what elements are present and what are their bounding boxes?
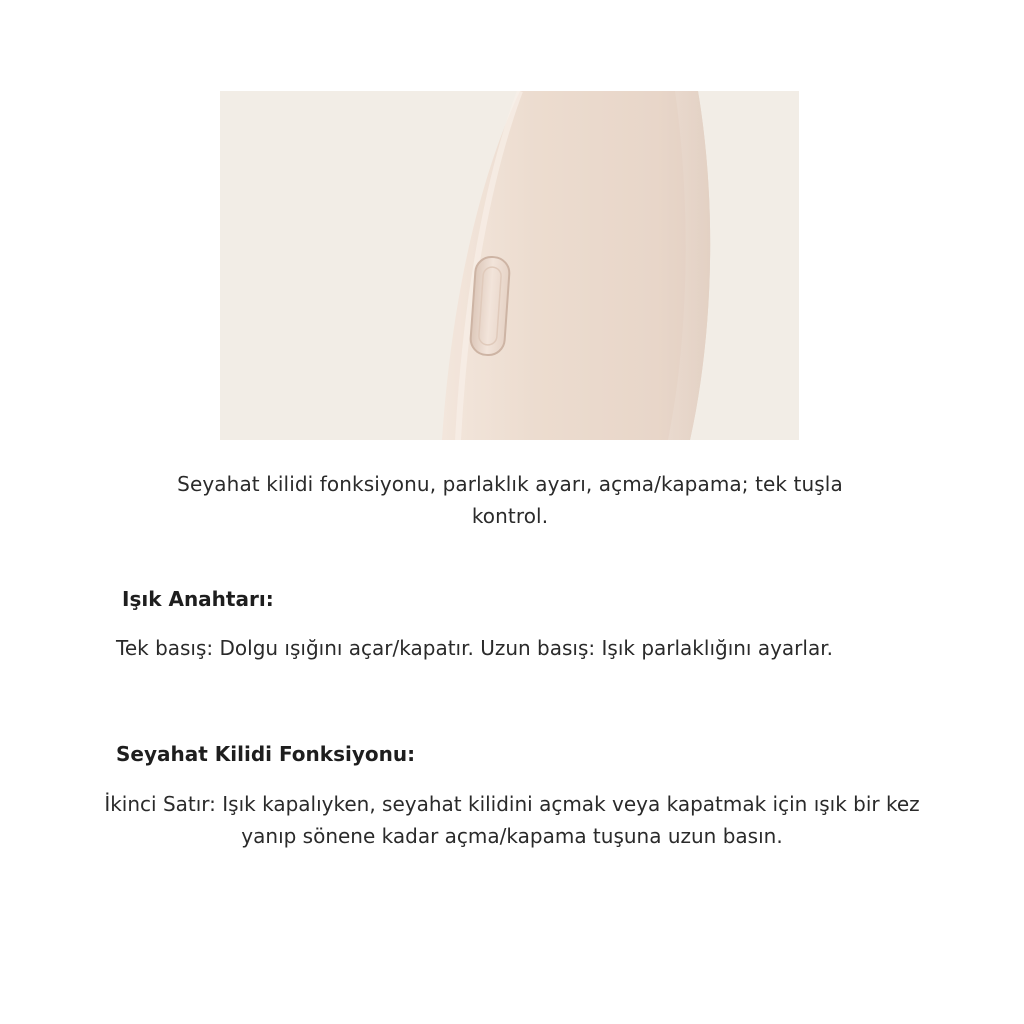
travel-lock-text: İkinci Satır: Işık kapalıyken, seyahat kilidini açmak veya kapatmak için ışık bir kez yanıp sönene kadar açma/kapama tuşuna uzun basın. <box>104 792 920 848</box>
power-button <box>470 256 511 356</box>
light-switch-text: Tek basış: Dolgu ışığını açar/kapatır. Uzun basış: Işık parlaklığını ayarlar. <box>116 636 833 660</box>
device-illustration <box>220 91 799 440</box>
travel-lock-heading: Seyahat Kilidi Fonksiyonu: <box>116 742 416 766</box>
light-switch-heading: Işık Anahtarı: <box>122 587 274 611</box>
product-photo <box>220 91 799 440</box>
image-caption: Seyahat kilidi fonksiyonu, parlaklık ayarı, açma/kapama; tek tuşla kontrol. <box>177 472 843 528</box>
